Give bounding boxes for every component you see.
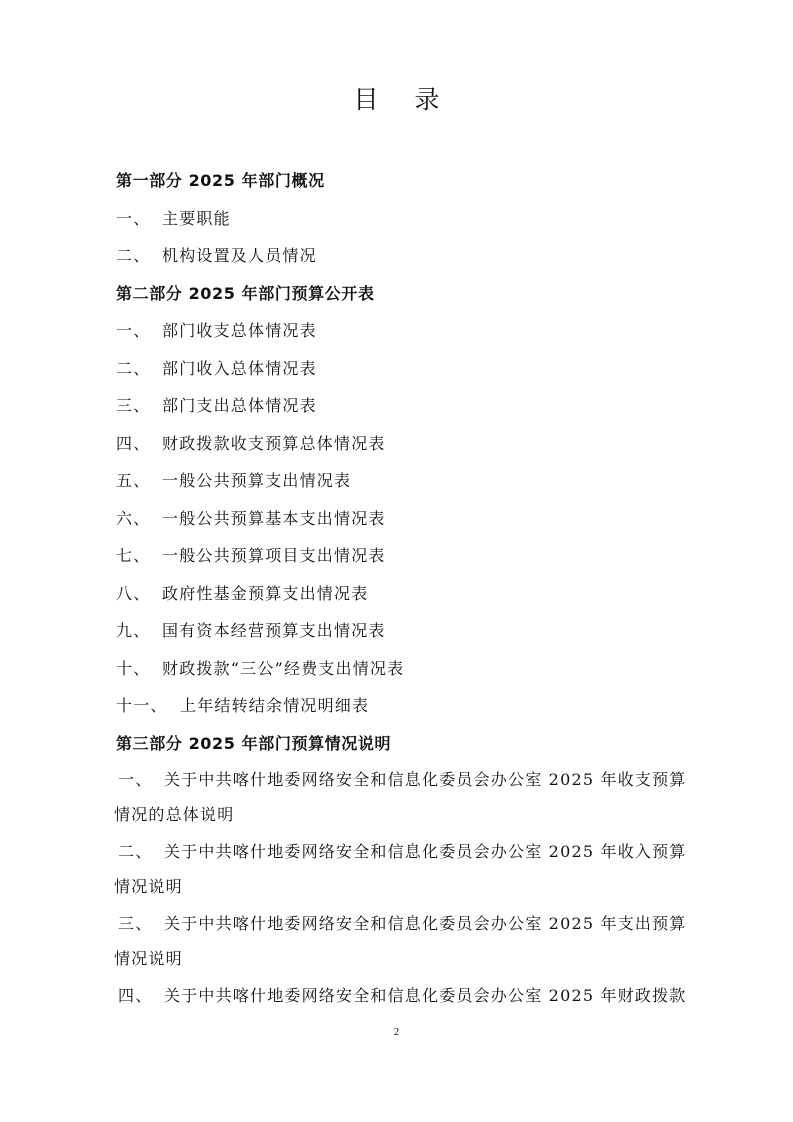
page-title: 目 录 [353, 85, 454, 114]
toc-item-number: 二、 [116, 246, 151, 265]
toc-item-label: 关于中共喀什地委网络安全和信息化委员会办公室 2025 年支出预算 [164, 914, 687, 933]
toc-item-label: 机构设置及人员情况 [162, 246, 317, 265]
toc-item-number: 四、 [116, 433, 151, 453]
toc-item[interactable] [116, 462, 716, 500]
toc-item-label: 一般公共预算基本支出情况表 [162, 508, 386, 528]
toc-item-label: 上年结转结余情况明细表 [180, 696, 370, 715]
toc-item-label: 政府性基金预算支出情况表 [162, 583, 369, 603]
toc-item[interactable] [116, 350, 716, 388]
toc-item-number: 二、 [118, 842, 153, 861]
toc-item-label: 财政拨款“三公”经费支出情况表 [162, 658, 405, 678]
toc-item-first-line [116, 978, 716, 1013]
toc-item-number: 八、 [116, 583, 151, 603]
toc-item-label: 关于中共喀什地委网络安全和信息化委员会办公室 2025 年收入预算 [164, 842, 687, 861]
toc-item-label: 一般公共预算项目支出情况表 [162, 546, 386, 565]
toc-item-first-line [116, 834, 716, 869]
toc-item-number: 九、 [116, 621, 151, 640]
toc-item[interactable] [116, 978, 716, 1013]
toc-item-number: 一、 [118, 770, 153, 789]
toc-item-number: 五、 [116, 471, 151, 490]
toc-item[interactable] [116, 687, 716, 725]
toc-item-number: 三、 [118, 914, 153, 933]
toc-item-label: 一般公共预算支出情况表 [162, 471, 352, 490]
toc-item[interactable] [116, 834, 716, 904]
toc-item[interactable] [116, 200, 716, 238]
page-number: 2 [393, 1026, 400, 1038]
toc-item[interactable] [116, 312, 716, 350]
toc-item-label: 主要职能 [162, 208, 231, 228]
toc-item[interactable] [116, 387, 716, 425]
table-of-contents [116, 162, 716, 1015]
toc-item-number: 十一、 [116, 696, 168, 715]
toc-item-first-line [116, 906, 716, 941]
toc-item-label: 财政拨款收支预算总体情况表 [162, 433, 386, 453]
part2-heading[interactable]: 第二部分 2025 年部门预算公开表 [116, 283, 375, 303]
toc-item-number: 十、 [116, 658, 151, 678]
toc-item-number: 七、 [116, 546, 151, 565]
toc-item[interactable] [116, 762, 716, 832]
toc-item-continuation: 情况说明 [114, 949, 183, 968]
toc-item-label: 部门收入总体情况表 [162, 358, 317, 378]
toc-item-number: 三、 [116, 396, 151, 415]
toc-item[interactable] [116, 906, 716, 976]
toc-item-label: 部门收支总体情况表 [162, 321, 317, 340]
toc-item-label: 关于中共喀什地委网络安全和信息化委员会办公室 2025 年收支预算 [164, 770, 687, 789]
toc-item-number: 六、 [116, 508, 151, 528]
part3-heading[interactable]: 第三部分 2025 年部门预算情况说明 [116, 733, 392, 753]
toc-item-number: 一、 [116, 321, 151, 340]
toc-item[interactable] [116, 237, 716, 275]
toc-item-number: 一、 [116, 208, 151, 228]
toc-item[interactable] [116, 650, 716, 688]
toc-item[interactable] [116, 537, 716, 575]
toc-item[interactable] [116, 612, 716, 650]
toc-item-number: 二、 [116, 358, 151, 378]
toc-item-number: 四、 [118, 986, 153, 1005]
toc-item-continuation: 情况的总体说明 [114, 805, 235, 824]
toc-item-label: 部门支出总体情况表 [162, 396, 317, 415]
toc-item[interactable] [116, 500, 716, 538]
toc-item-label: 国有资本经营预算支出情况表 [162, 621, 386, 640]
toc-item[interactable] [116, 575, 716, 613]
toc-item-first-line [116, 762, 716, 797]
toc-item-label: 关于中共喀什地委网络安全和信息化委员会办公室 2025 年财政拨款 [164, 986, 687, 1005]
part1-heading[interactable]: 第一部分 2025 年部门概况 [116, 171, 325, 190]
toc-item[interactable] [116, 425, 716, 463]
toc-item-continuation: 情况说明 [114, 877, 183, 896]
